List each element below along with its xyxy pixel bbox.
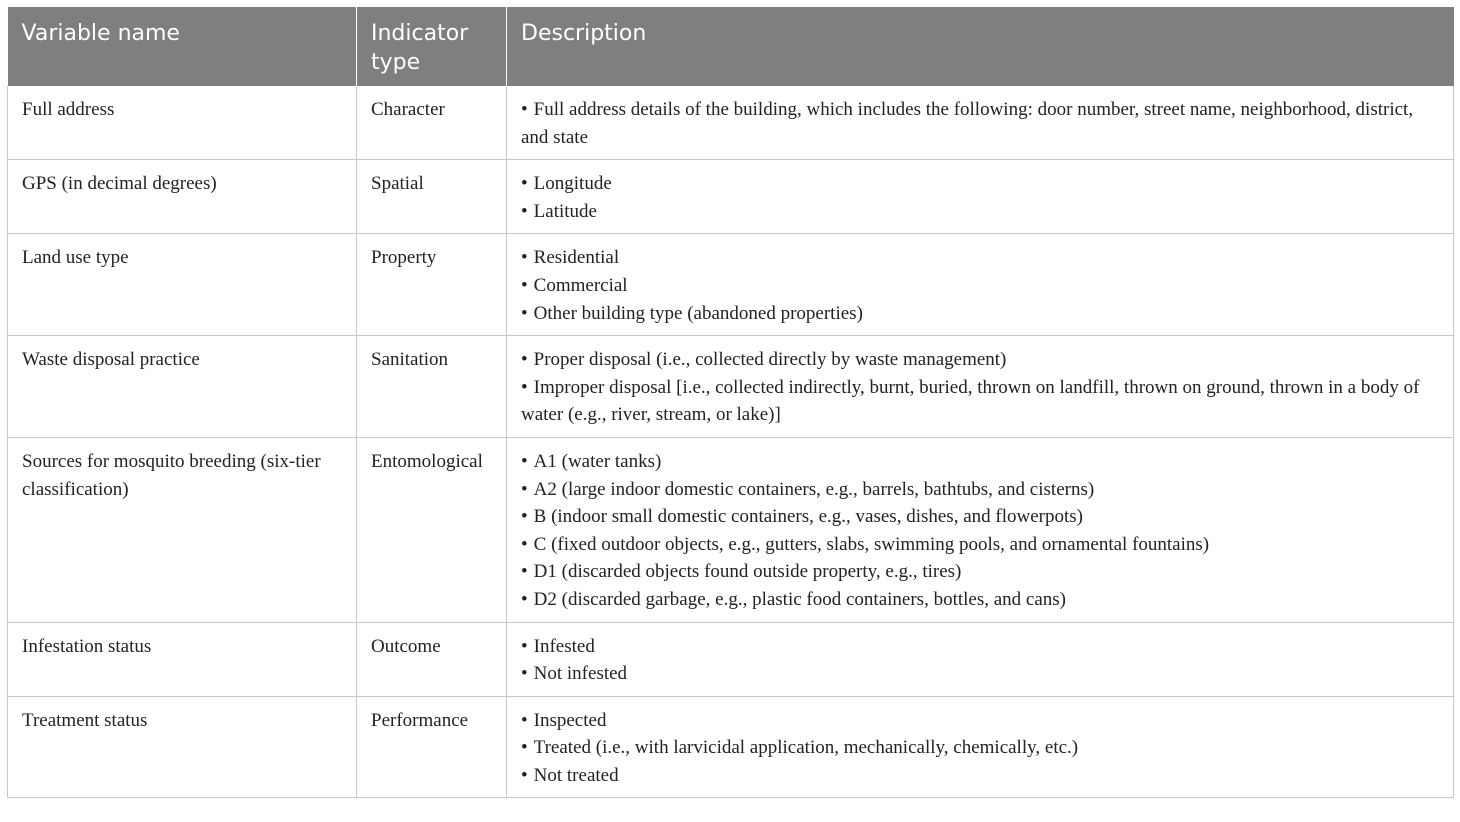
variables-table-container: [7, 7, 1453, 798]
description-text: Residential: [533, 247, 620, 269]
cell-variable-name: GPS (in decimal degrees): [8, 160, 357, 234]
description-list: [521, 633, 1439, 688]
bullet-icon: •: [521, 349, 528, 371]
description-text: Full address details of the building, which includes the following: door number, street name, neighborhood, district, and state: [521, 99, 1414, 148]
description-text: Commercial: [533, 274, 628, 296]
description-item: [521, 346, 1439, 374]
table-row: [8, 234, 1454, 336]
description-text: B (indoor small domestic containers, e.g., vases, dishes, and flowerpots): [533, 506, 1083, 528]
cell-indicator-type: Entomological: [357, 437, 507, 622]
table-row: [8, 622, 1454, 696]
description-item: [521, 448, 1439, 476]
description-text: Improper disposal [i.e., collected indirectly, burnt, buried, thrown on landfill, thrown on ground, thrown in a body of water (e.g., river, stream, or lake)]: [521, 376, 1420, 426]
table-row: [8, 86, 1454, 160]
description-list: [521, 244, 1439, 327]
cell-indicator-type: Sanitation: [357, 336, 507, 438]
cell-variable-name: Infestation status: [8, 622, 357, 696]
description-text: D1 (discarded objects found outside property, e.g., tires): [533, 561, 962, 583]
description-item: [521, 503, 1439, 531]
description-text: Proper disposal (i.e., collected directly by waste management): [533, 349, 1007, 371]
bullet-icon: •: [521, 663, 528, 685]
description-item: [521, 272, 1439, 300]
cell-description: [507, 86, 1454, 160]
description-text: C (fixed outdoor objects, e.g., gutters, slabs, swimming pools, and ornamental fountains): [533, 533, 1210, 555]
bullet-icon: •: [521, 99, 528, 120]
table-body: [8, 86, 1454, 798]
table-header: [8, 7, 1454, 86]
header-row: [8, 7, 1454, 86]
bullet-icon: •: [521, 506, 528, 528]
cell-variable-name: Land use type: [8, 234, 357, 336]
description-text: Inspected: [533, 709, 607, 731]
bullet-icon: •: [521, 561, 528, 583]
description-item: [521, 198, 1439, 226]
description-list: [521, 448, 1439, 614]
cell-indicator-type: Property: [357, 234, 507, 336]
description-text: A2 (large indoor domestic containers, e.g., barrels, bathtubs, and cisterns): [533, 478, 1095, 500]
description-item: [521, 244, 1439, 272]
table-row: [8, 336, 1454, 438]
description-item: [521, 633, 1439, 661]
cell-description: [507, 234, 1454, 336]
description-text: D2 (discarded garbage, e.g., plastic food containers, bottles, and cans): [533, 588, 1066, 610]
bullet-icon: •: [521, 173, 528, 195]
description-list: [521, 346, 1439, 429]
cell-description: [507, 696, 1454, 798]
description-text: Not infested: [533, 663, 628, 685]
description-item: [521, 558, 1439, 586]
cell-indicator-type: Spatial: [357, 160, 507, 234]
bullet-icon: •: [521, 709, 528, 731]
table-row: [8, 160, 1454, 234]
header-indicator-type: Indicator type: [357, 7, 507, 86]
description-list: [521, 170, 1439, 225]
bullet-icon: •: [521, 302, 528, 324]
description-item: [521, 734, 1439, 762]
description-text: Latitude: [533, 200, 597, 222]
cell-indicator-type: Outcome: [357, 622, 507, 696]
bullet-icon: •: [521, 450, 528, 472]
header-variable-name: Variable name: [8, 7, 357, 86]
bullet-icon: •: [521, 737, 528, 759]
cell-description: [507, 437, 1454, 622]
bullet-icon: •: [521, 478, 528, 500]
bullet-icon: •: [521, 200, 528, 222]
cell-description: [507, 160, 1454, 234]
description-list: [521, 96, 1439, 151]
description-text: Longitude: [533, 173, 612, 195]
table-row: [8, 696, 1454, 798]
cell-variable-name: Waste disposal practice: [8, 336, 357, 438]
bullet-icon: •: [521, 588, 528, 610]
bullet-icon: •: [521, 247, 528, 269]
description-item: [521, 96, 1439, 151]
cell-variable-name: Treatment status: [8, 696, 357, 798]
description-text: Other building type (abandoned properties): [533, 302, 863, 324]
bullet-icon: •: [521, 533, 528, 555]
description-item: [521, 300, 1439, 328]
description-item: [521, 762, 1439, 790]
description-item: [521, 660, 1439, 688]
description-item: [521, 707, 1439, 735]
table-row: [8, 437, 1454, 622]
description-item: [521, 531, 1439, 559]
bullet-icon: •: [521, 274, 528, 296]
bullet-icon: •: [521, 376, 528, 398]
bullet-icon: •: [521, 764, 528, 786]
cell-indicator-type: Character: [357, 86, 507, 160]
cell-variable-name: Full address: [8, 86, 357, 160]
header-description: Description: [507, 7, 1454, 86]
description-text: Not treated: [533, 764, 619, 786]
description-item: [521, 586, 1439, 614]
variables-table: [7, 7, 1454, 798]
description-text: Infested: [533, 635, 595, 657]
cell-variable-name: Sources for mosquito breeding (six-tier classification): [8, 437, 357, 622]
cell-indicator-type: Performance: [357, 696, 507, 798]
cell-description: [507, 336, 1454, 438]
description-item: [521, 374, 1439, 429]
bullet-icon: •: [521, 635, 528, 657]
description-text: Treated (i.e., with larvicidal application, mechanically, chemically, etc.): [533, 737, 1079, 759]
description-item: [521, 476, 1439, 504]
description-item: [521, 170, 1439, 198]
cell-description: [507, 622, 1454, 696]
description-list: [521, 707, 1439, 790]
description-text: A1 (water tanks): [533, 450, 662, 472]
